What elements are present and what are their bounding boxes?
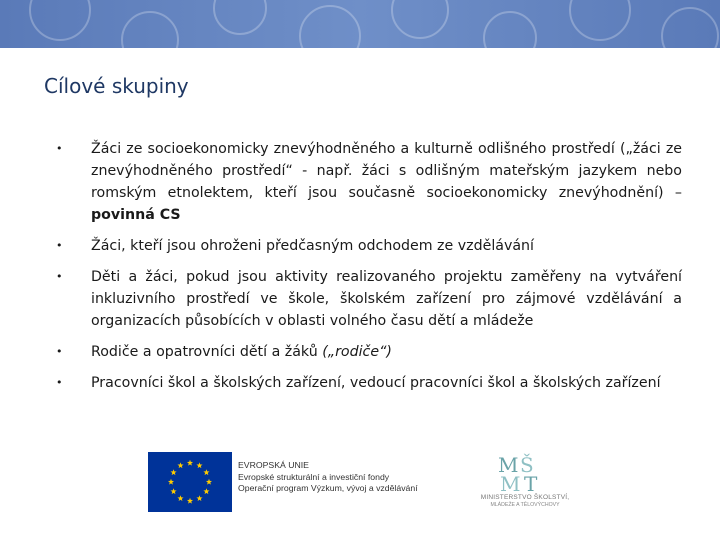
msmt-logo: [470, 452, 580, 514]
list-item-text: Žáci ze socioekonomicky znevýhodněného a kulturně odlišného prostředí („žáci ze znevýhodněného prostředí“ - např. žáci s odlišným mateřským jazykem nebo romským etnolektem, kteří jsou současně socioekonomicky znevýhodnění) –: [91, 141, 682, 201]
list-item-text: Pracovníci škol a školských zařízení, vedoucí pracovníci škol a školských zařízení: [91, 375, 661, 391]
eu-logo-line: Evropské strukturální a investiční fondy: [238, 471, 390, 482]
list-item-text: Žáci, kteří jsou ohroženi předčasným odchodem ze vzdělávání: [91, 238, 534, 254]
eu-logo-text: [238, 460, 468, 495]
bullet-icon: •: [56, 345, 63, 358]
header-banner: [0, 0, 720, 48]
bullet-icon: •: [56, 376, 63, 389]
list-item: [56, 235, 682, 257]
msmt-logo-icon: [494, 452, 556, 494]
bullet-icon: •: [56, 239, 63, 252]
list-item-text: Děti a žáci, pokud jsou aktivity realizovaného projektu zaměřeny na vytváření inkluzivního prostředí ve škole, školském zařízení pro zájmové vzdělávání a organizacích působících v oblasti volného času dětí a mládeže: [91, 269, 682, 329]
eu-star-icon: [196, 462, 202, 468]
list-item: [56, 138, 682, 226]
svg-text:M: M: [500, 472, 521, 494]
list-item-emphasis: („rodiče“): [322, 344, 392, 360]
list-item-emphasis: povinná CS: [91, 207, 181, 223]
eu-star-icon: [187, 498, 193, 504]
eu-flag-icon: [148, 452, 232, 512]
eu-star-icon: [187, 460, 193, 466]
eu-logo-line: Operační program Výzkum, vývoj a vzdělávání: [238, 483, 418, 493]
eu-star-icon: [196, 495, 202, 501]
eu-star-icon: [177, 495, 183, 501]
list-item: [56, 341, 682, 363]
eu-star-icon: [168, 479, 174, 485]
bullet-icon: •: [56, 270, 63, 283]
svg-text:T: T: [524, 472, 538, 494]
bullet-icon: •: [56, 142, 63, 155]
eu-star-icon: [177, 462, 183, 468]
footer-logos: [148, 452, 578, 514]
eu-star-icon: [171, 469, 177, 475]
banner-pattern-icon: [0, 0, 720, 48]
msmt-logo-line: MLÁDEŽE A TĚLOVÝCHOVY: [490, 502, 560, 508]
msmt-logo-line: MINISTERSTVO ŠKOLSTVÍ,: [480, 494, 570, 501]
eu-star-icon: [203, 488, 209, 494]
svg-text:Š: Š: [520, 453, 534, 477]
eu-star-icon: [171, 488, 177, 494]
eu-star-icon: [206, 479, 212, 485]
list-item: [56, 266, 682, 332]
list-item: [56, 372, 682, 394]
list-item-text: Rodiče a opatrovníci dětí a žáků: [91, 344, 323, 360]
eu-logo-line: EVROPSKÁ UNIE: [238, 460, 309, 470]
target-groups-list: [56, 138, 682, 394]
slide-title: Cílové skupiny: [44, 74, 189, 98]
svg-text:M: M: [498, 453, 519, 477]
eu-star-icon: [203, 469, 209, 475]
